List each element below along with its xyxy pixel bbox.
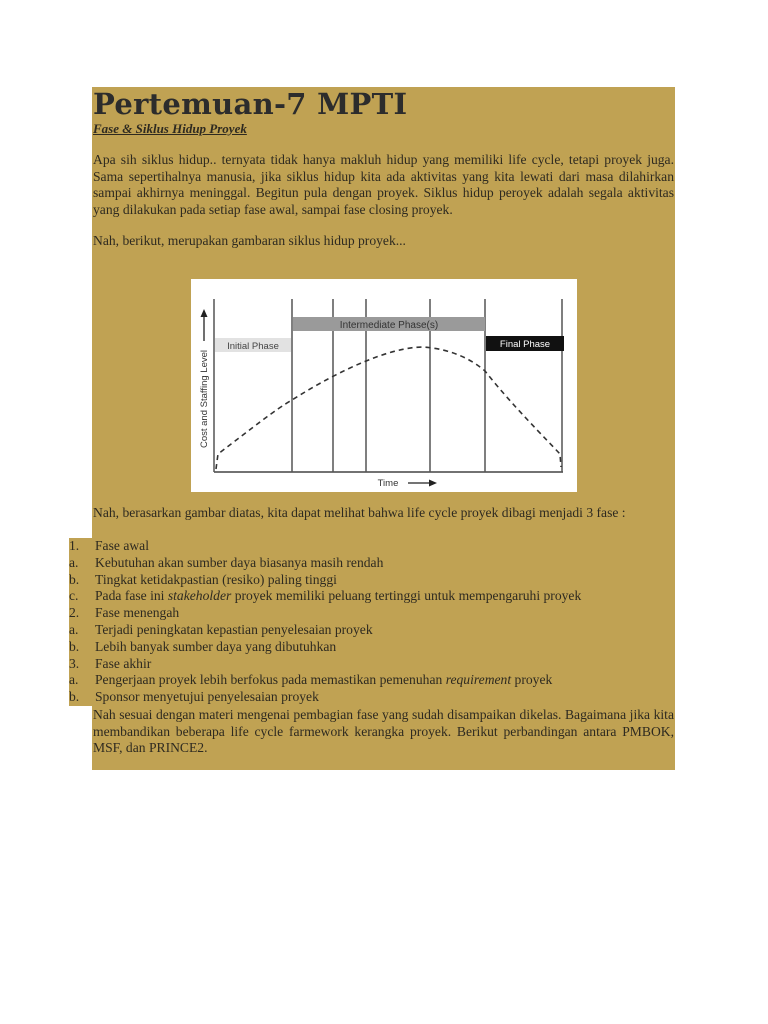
list-marker: 1. bbox=[69, 538, 80, 553]
initial-phase-label: Initial Phase bbox=[227, 341, 279, 352]
list-text bbox=[95, 672, 552, 689]
list-text: Fase menengah bbox=[95, 605, 180, 621]
cost-curve bbox=[216, 347, 561, 469]
list-text bbox=[95, 588, 581, 605]
x-axis-label: Time bbox=[377, 478, 399, 489]
project-life-cycle-figure bbox=[191, 279, 577, 492]
list-item bbox=[69, 572, 669, 589]
list-item bbox=[69, 689, 669, 706]
intermediate-phase-label: Intermediate Phase(s) bbox=[339, 320, 439, 331]
list-item bbox=[69, 555, 669, 572]
list-text: Fase akhir bbox=[95, 655, 152, 671]
list-marker: 2. bbox=[69, 605, 80, 621]
page-title: Pertemuan-7 MPTI bbox=[93, 87, 408, 121]
document-body bbox=[69, 87, 674, 756]
intro-paragraph: Apa sih siklus hidup.. ternyata tidak hanya makluh hidup yang memiliki life cycle, tetapi proyek juga. Sama sepertihalnya manusia, jika siklus hidup kita ada aktivitas yang kita lewati dari masa dilahirkan sampai akhirnya meninggal. Begitun pula dengan proyek. Siklus hidup peroyek adalah segala aktivitas yang dilakukan pada setiap fase awal, sampai fase closing proyek. bbox=[93, 152, 674, 217]
list-text-part: Pengerjaan proyek lebih berfokus pada memastikan pemenuhan bbox=[95, 672, 446, 688]
list-item bbox=[69, 672, 669, 689]
list-text-emphasis: stakeholder bbox=[167, 588, 232, 604]
list-text: Fase awal bbox=[95, 538, 149, 553]
after-figure-paragraph: Nah, berasarkan gambar diatas, kita dapat melihat bahwa life cycle proyek dibagi menjadi 3 fase : bbox=[93, 505, 626, 520]
list-item bbox=[69, 622, 669, 639]
list-text-part: Pada fase ini bbox=[95, 588, 168, 604]
y-axis-label bbox=[199, 350, 210, 448]
subtitle: Fase & Siklus Hidup Proyek bbox=[93, 121, 247, 136]
list-marker: c. bbox=[69, 588, 79, 604]
list-marker: b. bbox=[69, 689, 80, 705]
list-text: Kebutuhan akan sumber daya biasanya masih rendah bbox=[95, 554, 384, 570]
list-marker: a. bbox=[69, 554, 79, 570]
list-marker: a. bbox=[69, 621, 79, 637]
list-item bbox=[69, 588, 669, 605]
list-item bbox=[69, 656, 669, 673]
phase-list bbox=[69, 538, 669, 706]
list-text: Terjadi peningkatan kepastian penyelesaian proyek bbox=[95, 621, 373, 637]
list-marker: b. bbox=[69, 571, 80, 587]
list-text-part: proyek memiliki peluang tertinggi untuk mempengaruhi proyek bbox=[231, 588, 582, 604]
closing-paragraph: Nah sesuai dengan materi mengenai pembagian fase yang sudah disampaikan dikelas. Bagaimana jika kita membandikan beberapa life cycle farmework kerangka proyek. Berikut perbandingan antara PMBOK, MSF, dan PRINCE2. bbox=[93, 707, 674, 756]
list-item bbox=[69, 538, 669, 555]
list-text: Sponsor menyetujui penyelesaian proyek bbox=[95, 689, 319, 705]
list-marker: a. bbox=[69, 672, 79, 688]
list-item bbox=[69, 605, 669, 622]
svg-text:Cost and Staffing Level: Cost and Staffing Level bbox=[199, 349, 210, 449]
list-item bbox=[69, 639, 669, 656]
list-marker: 3. bbox=[69, 655, 80, 671]
list-marker: b. bbox=[69, 638, 80, 654]
list-text-part: proyek bbox=[511, 672, 553, 688]
list-text: Lebih banyak sumber daya yang dibutuhkan bbox=[95, 638, 337, 654]
list-text-emphasis: requirement bbox=[445, 672, 512, 688]
list-text: Tingkat ketidakpastian (resiko) paling tinggi bbox=[95, 571, 337, 587]
figure-intro: Nah, berikut, merupakan gambaran siklus hidup proyek... bbox=[93, 233, 406, 249]
final-phase-label: Final Phase bbox=[499, 339, 551, 350]
